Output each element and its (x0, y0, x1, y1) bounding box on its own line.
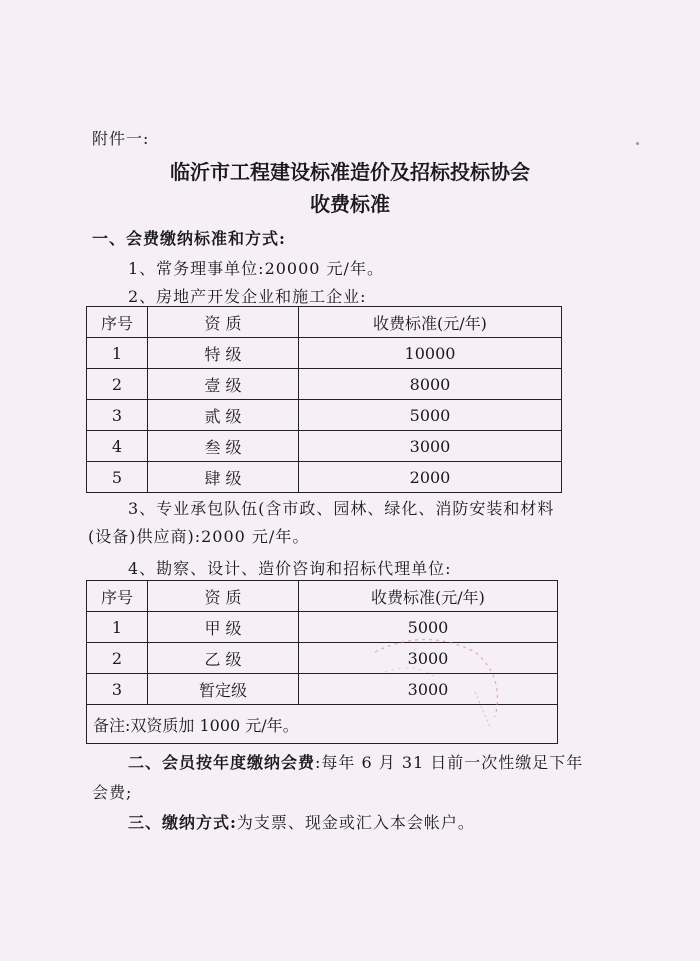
cell-fee: 3000 (299, 431, 562, 462)
fee-table-construction (86, 306, 562, 493)
cell-seq: 3 (87, 674, 148, 705)
table-row (87, 674, 558, 705)
table-row (87, 369, 562, 400)
table-row (87, 431, 562, 462)
cell-fee: 10000 (299, 338, 562, 369)
cell-fee: 3000 (299, 674, 558, 705)
table-note-row (87, 705, 558, 744)
table-row (87, 612, 558, 643)
cell-fee: 5000 (299, 612, 558, 643)
section1-item1: 1、常务理事单位:20000 元/年。 (128, 259, 384, 278)
cell-qualification: 甲 级 (148, 612, 299, 643)
document-title: 临沂市工程建设标准造价及招标投标协会 (170, 160, 530, 184)
header-seq: 序号 (87, 307, 148, 338)
document-subtitle: 收费标准 (310, 192, 390, 216)
table-header-row (87, 581, 558, 612)
header-qualification: 资 质 (148, 581, 299, 612)
section3-line (128, 810, 475, 833)
header-fee: 收费标准(元/年) (299, 307, 562, 338)
cell-fee: 3000 (299, 643, 558, 674)
cell-qualification: 暂定级 (148, 674, 299, 705)
cell-qualification: 特 级 (148, 338, 299, 369)
section1-item2: 2、房地产开发企业和施工企业: (128, 287, 367, 306)
cell-qualification: 乙 级 (148, 643, 299, 674)
cell-fee: 2000 (299, 462, 562, 493)
table-row (87, 462, 562, 493)
cell-seq: 2 (87, 369, 148, 400)
cell-qualification: 叁 级 (148, 431, 299, 462)
cell-seq: 2 (87, 643, 148, 674)
section1-heading: 一、会费缴纳标准和方式: (92, 229, 286, 248)
cell-seq: 1 (87, 338, 148, 369)
section2-line2: 会费; (92, 783, 133, 802)
section3-text: 为支票、现金或汇入本会帐户。 (236, 813, 475, 832)
cell-seq: 1 (87, 612, 148, 643)
header-fee: 收费标准(元/年) (299, 581, 558, 612)
header-qualification: 资 质 (148, 307, 299, 338)
cell-qualification: 肆 级 (148, 462, 299, 493)
cell-qualification: 贰 级 (148, 400, 299, 431)
table-row (87, 643, 558, 674)
section1-item3-line1: 3、专业承包队伍(含市政、园林、绿化、消防安装和材料 (128, 499, 555, 518)
header-seq: 序号 (87, 581, 148, 612)
fee-table-consulting (86, 580, 558, 744)
table-note: 备注:双资质加 1000 元/年。 (87, 705, 558, 744)
section2-line1 (128, 750, 583, 773)
cell-fee: 8000 (299, 369, 562, 400)
attachment-label: 附件一: (92, 129, 150, 148)
section2-text: :每年 6 月 31 日前一次性缴足下年 (315, 753, 584, 772)
table-row (87, 400, 562, 431)
section1-item3-line2: (设备)供应商):2000 元/年。 (88, 527, 310, 546)
section2-heading: 二、会员按年度缴纳会费 (128, 753, 316, 772)
table-header-row (87, 307, 562, 338)
section1-item4: 4、勘察、设计、造价咨询和招标代理单位: (128, 559, 452, 578)
cell-seq: 5 (87, 462, 148, 493)
cell-seq: 4 (87, 431, 148, 462)
cell-qualification: 壹 级 (148, 369, 299, 400)
cell-fee: 5000 (299, 400, 562, 431)
table-row (87, 338, 562, 369)
scan-speck (636, 142, 639, 145)
cell-seq: 3 (87, 400, 148, 431)
section3-heading: 三、缴纳方式: (128, 813, 237, 832)
